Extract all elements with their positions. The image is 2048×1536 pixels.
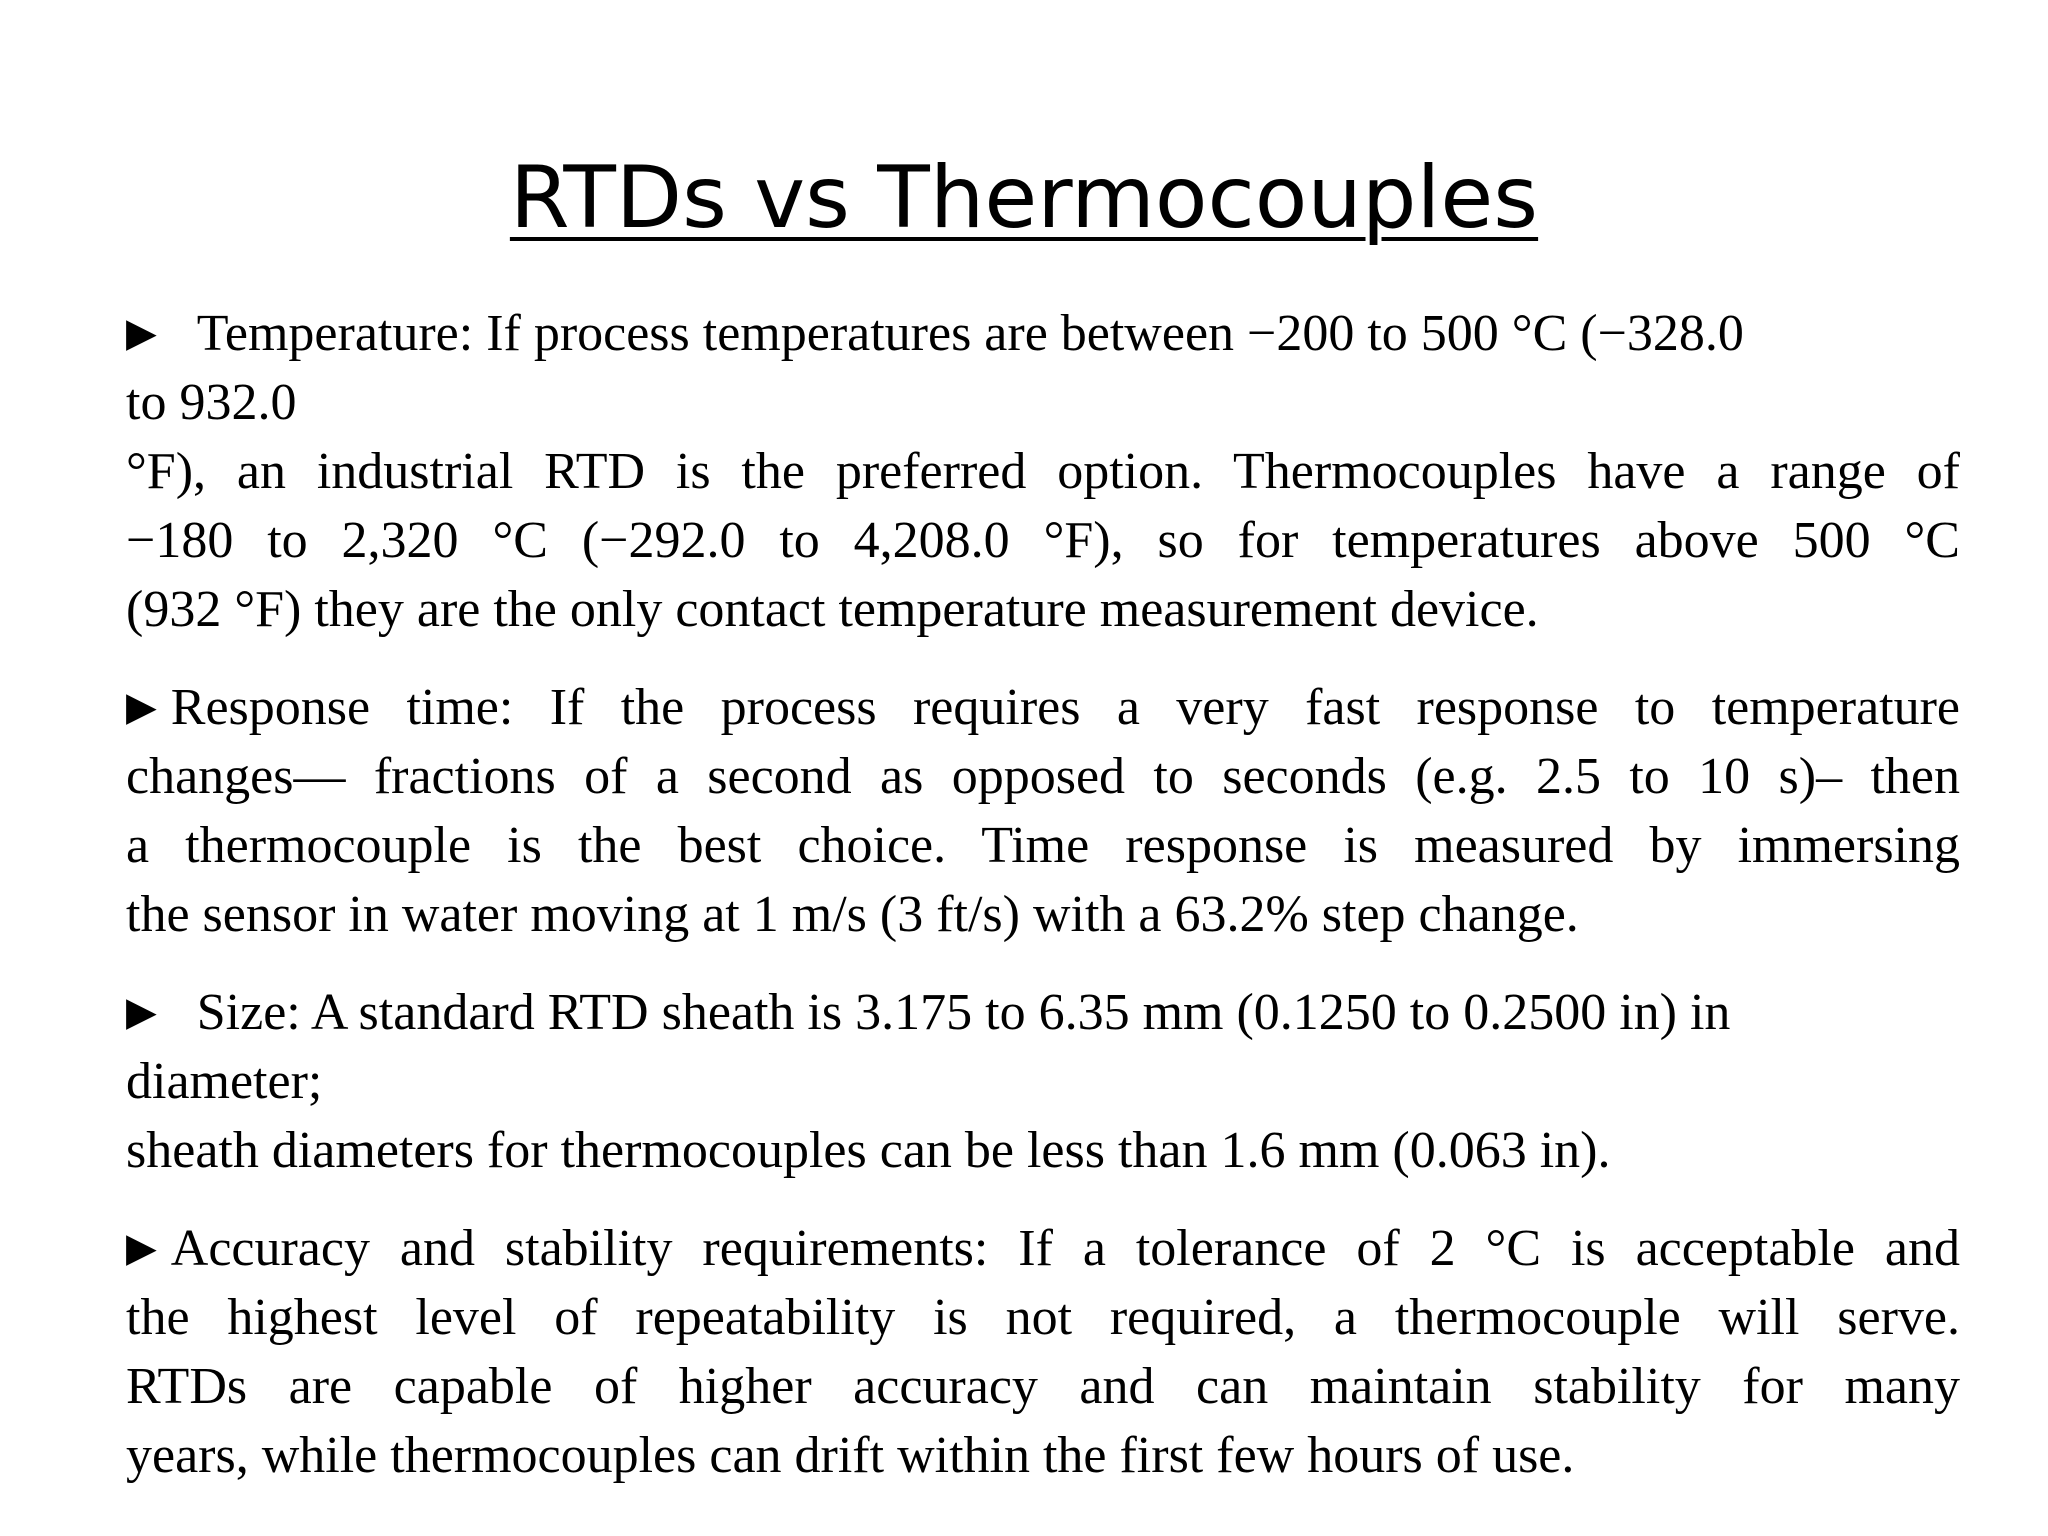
paragraph-line: [126, 672, 1960, 742]
paragraph-line: changes— fractions of a second as opposed to seconds (e.g. 2.5 to 10 s)– then: [126, 748, 1960, 805]
bullet-arrow-icon: ▶: [126, 1225, 157, 1270]
paragraph-line: diameter;: [126, 1053, 323, 1110]
paragraph-line: sheath diameters for thermocouples can be less than 1.6 mm (0.063 in).: [126, 1122, 1611, 1179]
slide-title: RTDs vs Thermocouples: [509, 148, 1539, 248]
paragraph-line: to 932.0: [126, 374, 297, 431]
paragraph-line: (932 °F) they are the only contact temperature measurement device.: [126, 581, 1539, 638]
paragraph-line: years, while thermocouples can drift within the first few hours of use.: [126, 1427, 1575, 1484]
paragraph-line: a thermocouple is the best choice. Time response is measured by immersing: [126, 817, 1960, 874]
paragraph-line: [126, 977, 1960, 1047]
paragraph-line: [126, 298, 1960, 368]
line-text: Response time: If the process requires a very fast response to temperature: [170, 679, 1960, 736]
bullet-arrow-icon: ▶: [126, 684, 157, 729]
bullet-accuracy: [126, 1213, 1960, 1490]
bullet-size: [126, 977, 1960, 1185]
paragraph-line: °F), an industrial RTD is the preferred option. Thermocouples have a range of: [126, 443, 1960, 500]
bullet-temperature: [126, 298, 1960, 644]
paragraph-line: [126, 1213, 1960, 1283]
line-text: Size: A standard RTD sheath is 3.175 to 6.35 mm (0.1250 to 0.2500 in) in: [196, 984, 1731, 1041]
paragraph-line: RTDs are capable of higher accuracy and can maintain stability for many: [126, 1358, 1960, 1415]
paragraph-line: the highest level of repeatability is not required, a thermocouple will serve.: [126, 1289, 1960, 1346]
bullet-response-time: [126, 672, 1960, 949]
slide-body: [126, 298, 1960, 1518]
paragraph-line: the sensor in water moving at 1 m/s (3 ft/s) with a 63.2% step change.: [126, 886, 1579, 943]
paragraph-line: −180 to 2,320 °C (−292.0 to 4,208.0 °F), so for temperatures above 500 °C: [126, 512, 1960, 569]
bullet-arrow-icon: ▶: [126, 989, 157, 1034]
line-text: Accuracy and stability requirements: If a tolerance of 2 °C is acceptable and: [170, 1220, 1960, 1277]
bullet-arrow-icon: ▶: [126, 310, 157, 355]
line-text: Temperature: If process temperatures are between −200 to 500 °C (−328.0: [196, 305, 1744, 362]
